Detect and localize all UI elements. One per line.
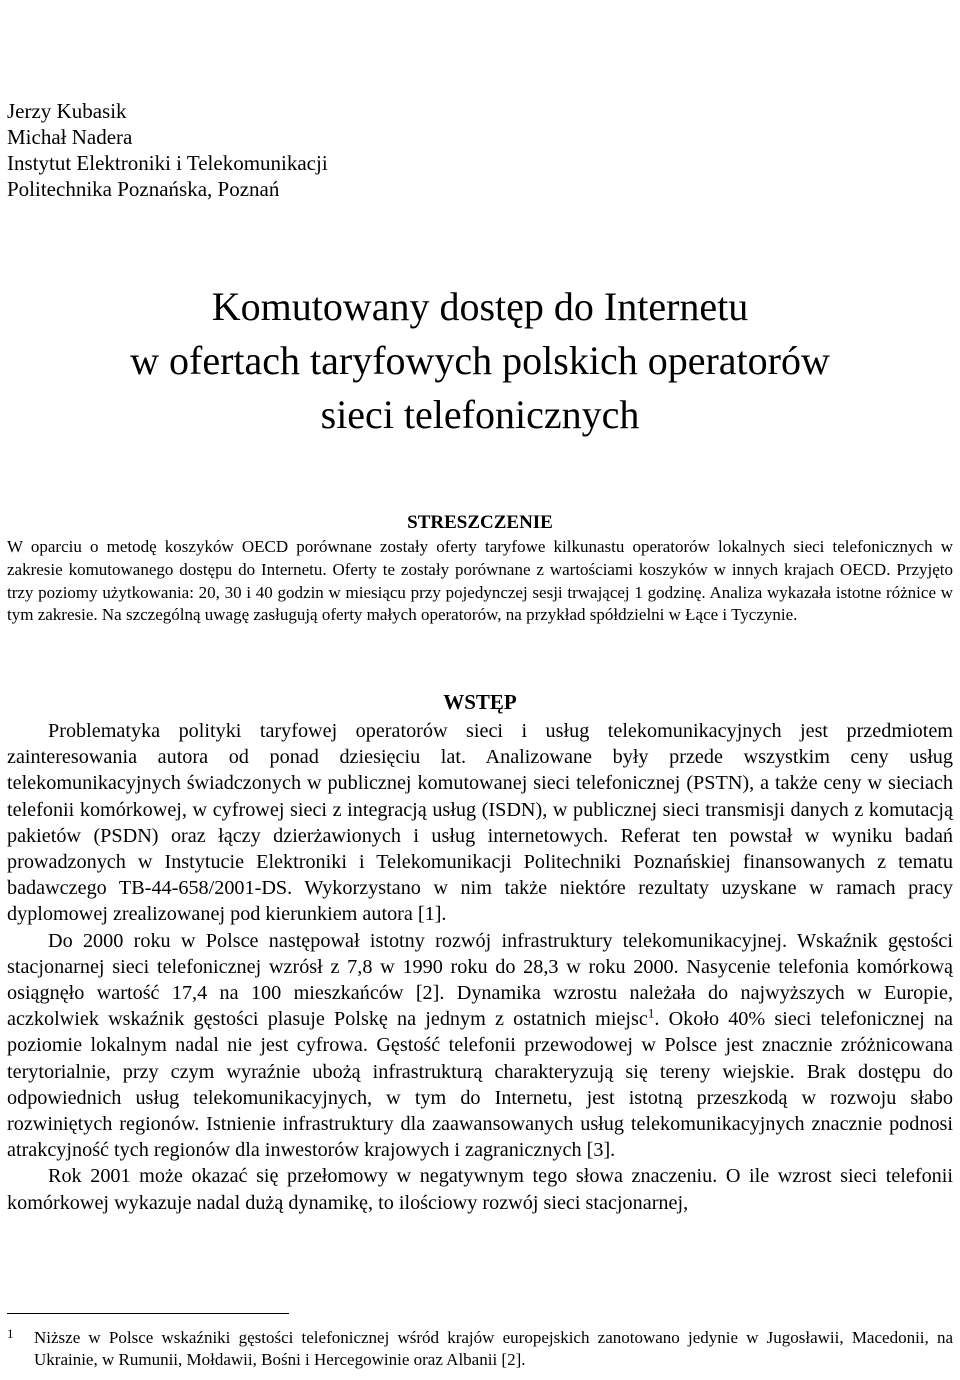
abstract-section xyxy=(7,510,953,627)
paragraph-text: . Około 40% sieci telefonicznej na poziomie lokalnym nadal nie jest cyfrowa. Gęstość telefonii przewodowej w Polsce jest znacznie zróżnicowana terytorialnie, przy czym wyraźnie ubożą infrastrukturą charakteryzują się tereny wiejskie. Brak dostępu do odpowiednich usług telekomunikacyjnych, w tym do Internetu, jest istotną przeszkodą w rozwoju słabo rozwiniętych regionów. Istnienie infrastruktury dla zaawansowanych usług telekomunikacyjnych znacznie podnosi atrakcyjność tych regionów dla inwestorów krajowych i zagranicznych [3]. xyxy=(7,1008,953,1162)
section-heading: WSTĘP xyxy=(443,690,517,714)
footnote-text: Niższe w Polsce wskaźniki gęstości telefonicznej wśród krajów europejskich zanotowano jedynie w Jugosławii, Macedonii, na Ukrainie, w Rumunii, Mołdawii, Bośni i Hercegowinie oraz Albanii [2]. xyxy=(34,1328,953,1369)
footnote xyxy=(7,1327,953,1371)
title-line: sieci telefonicznych xyxy=(320,392,640,437)
paragraph-text: Do 2000 roku w Polsce następował istotny rozwój infrastruktury telekomunikacyjnej. Wskaźnik gęstości stacjonarnej sieci telefonicznej wzrósł z 7,8 w 1990 roku do 28,3 w roku 2000. Nasycenie telefonia komórkową osiągnęło wartość 17,4 na 100 mieszkańców [2]. Dynamika wzrostu należała do najwyższych w Europie, aczkolwiek wskaźnik gęstości plasuje Polskę na jednym z ostatnich miejsc xyxy=(7,929,953,1031)
footnote-mark: 1 xyxy=(7,1326,14,1341)
title-line: Komutowany dostęp do Internetu xyxy=(211,284,749,329)
body-paragraph xyxy=(7,928,953,1164)
title-line: w ofertach taryfowych polskich operatorów xyxy=(130,338,830,383)
paper-title xyxy=(0,280,960,442)
abstract-text: W oparciu o metodę koszyków OECD porównane zostały oferty taryfowe kilkunastu operatorów lokalnych sieci telefonicznych w zakresie komutowanego dostępu do Internetu. Oferty te zostały porównane z wartościami koszyków w innych krajach OECD. Przyjęto trzy poziomy użytkowania: 20, 30 i 40 godzin w miesiącu przy pojedynczej sesji trwającej 1 godzinę. Analiza wykazała istotne różnice w tym zakresie. Na szczególną uwagę zasługują oferty małych operatorów, na przykład spółdzielni w Łące i Tyczynie. xyxy=(7,537,953,625)
footnote-divider xyxy=(7,1313,289,1314)
footnote-reference: 1 xyxy=(647,1005,655,1021)
author-block xyxy=(7,98,328,202)
abstract-heading: STRESZCZENIE xyxy=(407,512,553,533)
author-name: Jerzy Kubasik xyxy=(7,99,127,123)
body-paragraph: Rok 2001 może okazać się przełomowy w negatywnym tego słowa znaczeniu. O ile wzrost sieci telefonii komórkowej wykazuje nadal dużą dynamikę, to ilościowy rozwój sieci stacjonarnej, xyxy=(7,1165,953,1214)
author-affiliation: Instytut Elektroniki i Telekomunikacji xyxy=(7,151,328,175)
body-text xyxy=(7,718,953,1216)
author-name: Michał Nadera xyxy=(7,125,133,149)
author-affiliation: Politechnika Poznańska, Poznań xyxy=(7,177,280,201)
body-paragraph: Problematyka polityki taryfowej operatorów sieci i usług telekomunikacyjnych jest przedmiotem zainteresowania autora od ponad dziesięciu lat. Analizowane były przede wszystkim ceny usług telekomunikacyjnych świadczonych w publicznej komutowanej sieci telefonicznej (PSTN), a także ceny w sieciach telefonii komórkowej, w cyfrowej sieci z integracją usług (ISDN), w publicznej sieci transmisji danych z komutacją pakietów (PSDN) oraz łączy dzierżawionych i usług internetowych. Referat ten powstał w wyniku badań prowadzonych w Instytucie Elektroniki i Telekomunikacji Politechniki Poznańskiej finansowanych z tematu badawczego TB-44-658/2001-DS. Wykorzystano w nim także niektóre rezultaty uzyskane w ramach pracy dyplomowej zrealizowanej pod kierunkiem autora [1]. xyxy=(7,720,953,926)
